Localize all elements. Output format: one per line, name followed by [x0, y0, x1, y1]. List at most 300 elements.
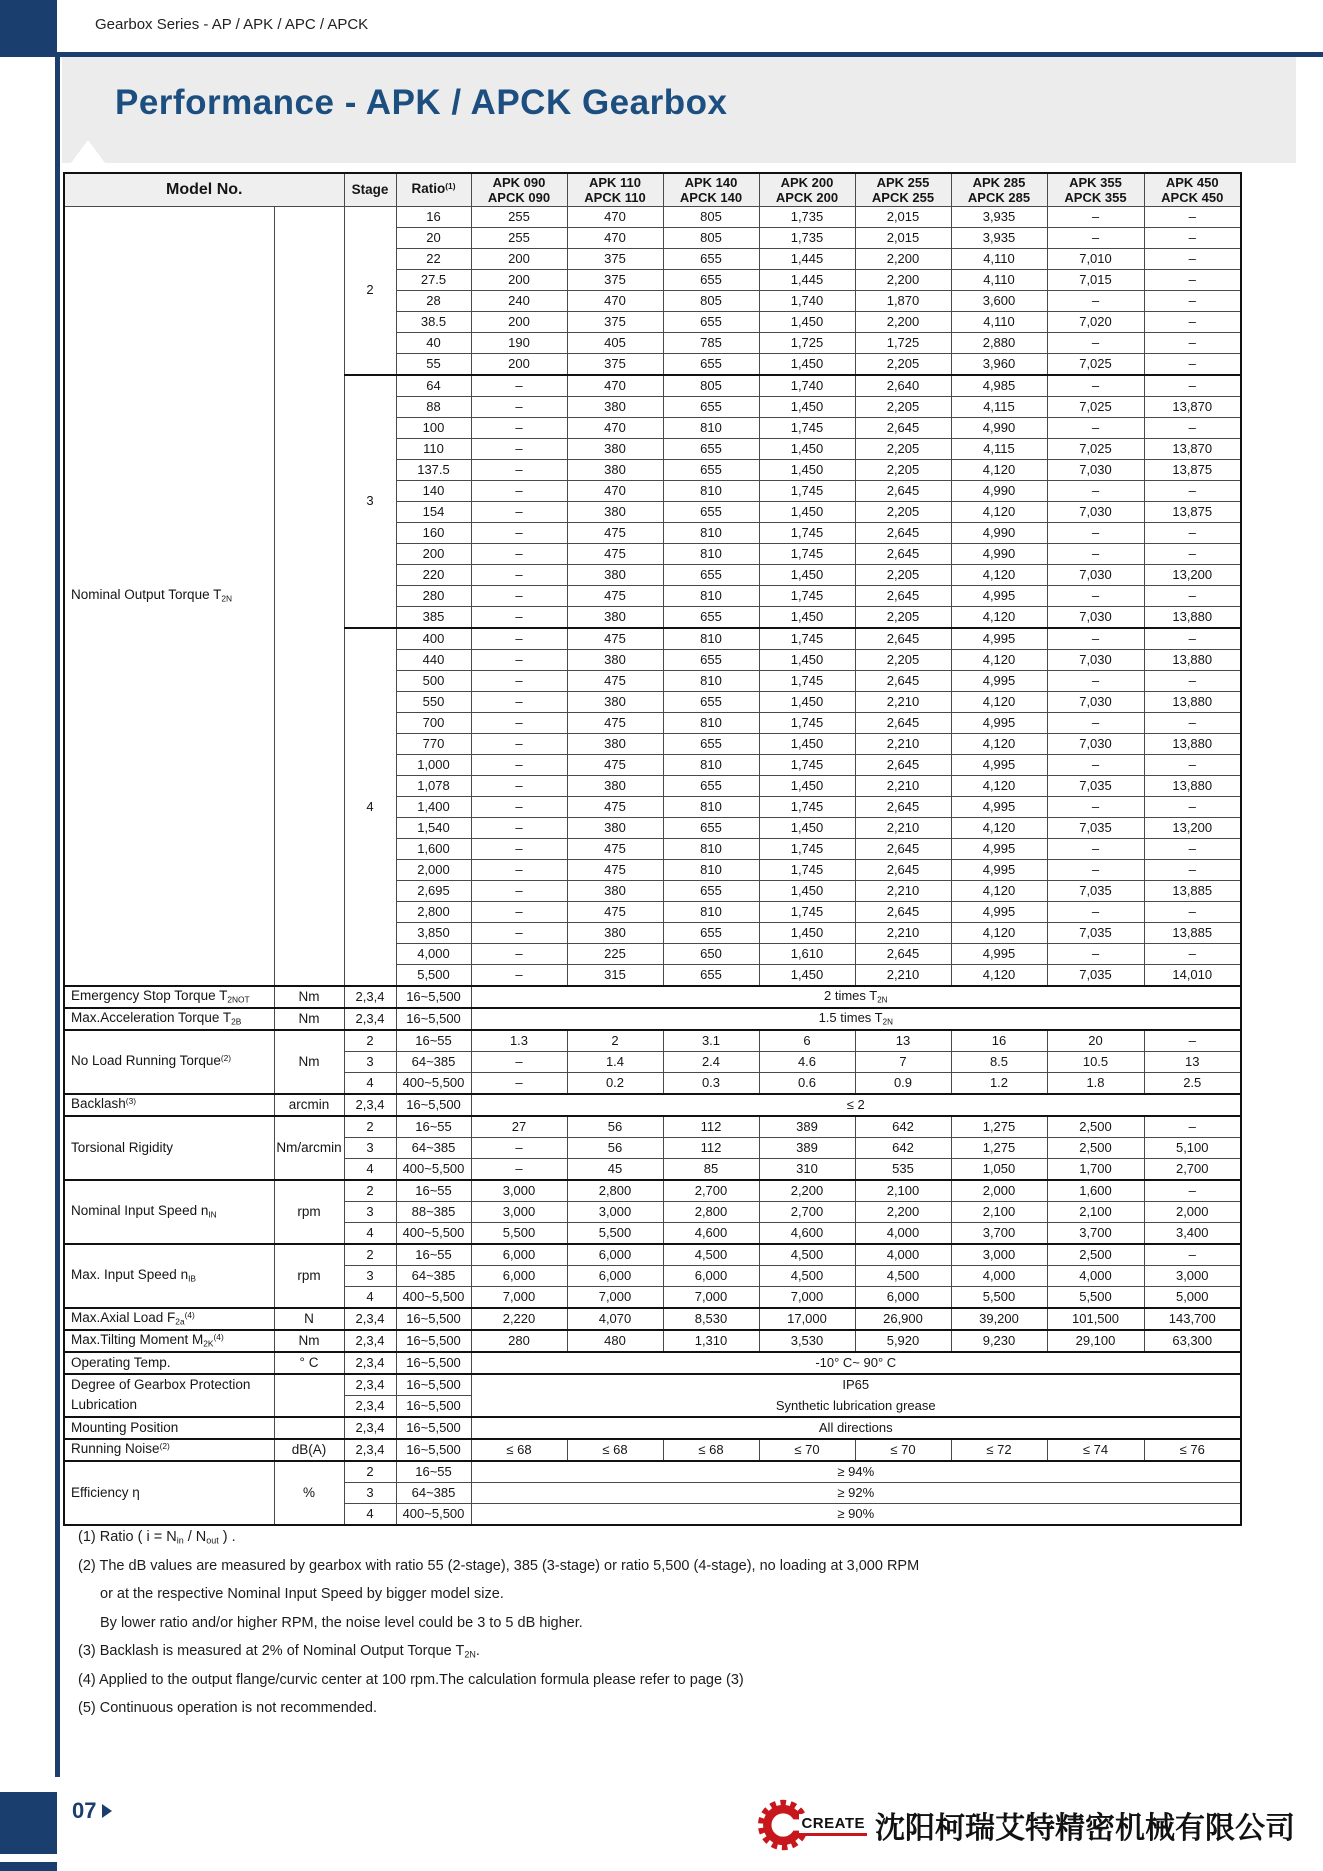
value-cell: –: [471, 776, 567, 797]
unit-cell: Nm: [274, 1330, 344, 1352]
value-cell: –: [471, 523, 567, 544]
value-cell: 535: [855, 1159, 951, 1181]
value-cell: ≤ 68: [663, 1439, 759, 1461]
value-cell: 1,050: [951, 1159, 1047, 1181]
span-value-cell: IP65: [471, 1374, 1241, 1396]
ratio-cell: 16: [396, 207, 471, 228]
value-cell: 380: [567, 397, 663, 418]
value-cell: 2,100: [951, 1202, 1047, 1223]
page-number-text: 07: [72, 1798, 97, 1823]
value-cell: –: [1144, 1030, 1241, 1052]
value-cell: 2,200: [855, 270, 951, 291]
value-cell: 2,800: [663, 1202, 759, 1223]
unit-cell: Nm: [274, 1008, 344, 1030]
value-cell: 6: [759, 1030, 855, 1052]
value-cell: 2.5: [1144, 1073, 1241, 1095]
unit-cell: [274, 1374, 344, 1396]
unit-cell: rpm: [274, 1244, 344, 1308]
footnote-line: or at the respective Nominal Input Speed by bigger model size.: [100, 1586, 504, 1603]
ratio-cell: 64~385: [396, 1138, 471, 1159]
stage-cell: 2,3,4: [344, 1374, 396, 1396]
value-cell: –: [1144, 755, 1241, 776]
ratio-cell: 16~55: [396, 1461, 471, 1483]
value-cell: 4,985: [951, 375, 1047, 397]
value-cell: 1,445: [759, 270, 855, 291]
ratio-cell: 550: [396, 692, 471, 713]
value-cell: 4.6: [759, 1052, 855, 1073]
operating-temp-row: [64, 1352, 1241, 1374]
value-cell: –: [1047, 291, 1144, 312]
value-cell: 2,205: [855, 607, 951, 629]
value-cell: –: [1144, 797, 1241, 818]
value-cell: –: [471, 481, 567, 502]
company-name: 沈阳柯瑞艾特精密机械有限公司: [875, 1812, 1295, 1845]
value-cell: 2,500: [1047, 1244, 1144, 1266]
value-cell: –: [1047, 944, 1144, 965]
value-cell: 7,030: [1047, 650, 1144, 671]
value-cell: 0.3: [663, 1073, 759, 1095]
value-cell: 56: [567, 1116, 663, 1138]
value-cell: 2,645: [855, 839, 951, 860]
unit-cell: [274, 207, 344, 987]
value-cell: 4,000: [951, 1266, 1047, 1287]
model-column-header: APK 285 APCK 285: [951, 173, 1047, 207]
footnote-line: By lower ratio and/or higher RPM, the noise level could be 3 to 5 dB higher.: [100, 1614, 583, 1631]
value-cell: 13,870: [1144, 439, 1241, 460]
value-cell: –: [471, 671, 567, 692]
value-cell: 200: [471, 270, 567, 291]
value-cell: 2,205: [855, 502, 951, 523]
value-cell: 1.8: [1047, 1073, 1144, 1095]
value-cell: 5,100: [1144, 1138, 1241, 1159]
ratio-cell: 2,695: [396, 881, 471, 902]
value-cell: 1,450: [759, 818, 855, 839]
model-column-header: APK 255 APCK 255: [855, 173, 951, 207]
ratio-cell: 160: [396, 523, 471, 544]
max-input-speed-label: Max. Input Speed $n_{IB}$: [64, 1244, 274, 1308]
value-cell: 1.2: [951, 1073, 1047, 1095]
ratio-cell: 385: [396, 607, 471, 629]
value-cell: 13,875: [1144, 502, 1241, 523]
value-cell: –: [1144, 523, 1241, 544]
stage-cell: 2: [344, 1244, 396, 1266]
unit-cell: %: [274, 1461, 344, 1525]
value-cell: 7,035: [1047, 881, 1144, 902]
value-cell: 1,450: [759, 965, 855, 987]
value-cell: 3,935: [951, 207, 1047, 228]
value-cell: 3,530: [759, 1330, 855, 1352]
value-cell: –: [471, 881, 567, 902]
max-tilting-moment-label: Max.Tilting Moment $M_{2K}^{(4)}$: [64, 1330, 274, 1352]
stage-cell: 3: [344, 375, 396, 628]
value-cell: 5,920: [855, 1330, 951, 1352]
max-acceleration-torque-label: Max.Acceleration Torque $T_{2B}$: [64, 1008, 274, 1030]
ratio-cell: 1,600: [396, 839, 471, 860]
value-cell: –: [1047, 544, 1144, 565]
value-cell: 655: [663, 397, 759, 418]
value-cell: 7,030: [1047, 607, 1144, 629]
value-cell: 2,645: [855, 418, 951, 439]
value-cell: –: [471, 944, 567, 965]
ratio-cell: 3,850: [396, 923, 471, 944]
value-cell: 3,000: [567, 1202, 663, 1223]
value-cell: 3,400: [1144, 1223, 1241, 1245]
value-cell: 3.1: [663, 1030, 759, 1052]
value-cell: –: [1047, 333, 1144, 354]
value-cell: 1,870: [855, 291, 951, 312]
value-cell: 1,450: [759, 734, 855, 755]
value-cell: 380: [567, 776, 663, 797]
value-cell: –: [471, 628, 567, 650]
efficiency-row: [64, 1461, 1241, 1483]
span-value-cell: ≥ 90%: [471, 1504, 1241, 1526]
value-cell: 85: [663, 1159, 759, 1181]
max-input-speed-row: [64, 1244, 1241, 1266]
value-cell: –: [1047, 713, 1144, 734]
value-cell: 655: [663, 818, 759, 839]
value-cell: 389: [759, 1138, 855, 1159]
value-cell: 2,700: [1144, 1159, 1241, 1181]
value-cell: 9,230: [951, 1330, 1047, 1352]
no-load-running-torque-row: [64, 1030, 1241, 1052]
page-title: Performance - APK / APCK Gearbox: [115, 83, 728, 122]
value-cell: –: [1047, 207, 1144, 228]
ratio-cell: 16~5,500: [396, 1374, 471, 1396]
value-cell: 1,745: [759, 902, 855, 923]
value-cell: 2,200: [855, 1202, 951, 1223]
footnote-line: (3) Backlash is measured at 2% of Nominal Output Torque $T_{2N}$.: [78, 1643, 480, 1660]
value-cell: –: [471, 818, 567, 839]
ratio-cell: 55: [396, 354, 471, 376]
value-cell: 470: [567, 418, 663, 439]
value-cell: 380: [567, 502, 663, 523]
value-cell: 655: [663, 776, 759, 797]
ratio-cell: 2,000: [396, 860, 471, 881]
value-cell: 7,000: [759, 1287, 855, 1309]
value-cell: 39,200: [951, 1308, 1047, 1330]
value-cell: 2,645: [855, 860, 951, 881]
model-column-header: APK 090 APCK 090: [471, 173, 567, 207]
ratio-cell: 5,500: [396, 965, 471, 987]
value-cell: 112: [663, 1138, 759, 1159]
value-cell: 2,645: [855, 755, 951, 776]
value-cell: 13,200: [1144, 818, 1241, 839]
value-cell: –: [1144, 333, 1241, 354]
value-cell: 655: [663, 460, 759, 481]
value-cell: 380: [567, 650, 663, 671]
running-noise-row: [64, 1439, 1241, 1461]
ratio-cell: 16~55: [396, 1180, 471, 1202]
value-cell: 2,015: [855, 228, 951, 249]
value-cell: 3,000: [471, 1202, 567, 1223]
torsional-rigidity-label: Torsional Rigidity: [64, 1116, 274, 1180]
value-cell: 255: [471, 207, 567, 228]
value-cell: 1,745: [759, 544, 855, 565]
ratio-cell: 400~5,500: [396, 1223, 471, 1245]
value-cell: ≤ 70: [855, 1439, 951, 1461]
value-cell: 5,500: [1047, 1287, 1144, 1309]
value-cell: 380: [567, 607, 663, 629]
value-cell: 1,735: [759, 207, 855, 228]
value-cell: 7,020: [1047, 312, 1144, 333]
ratio-cell: 16~5,500: [396, 1330, 471, 1352]
stage-cell: 3: [344, 1483, 396, 1504]
value-cell: 810: [663, 671, 759, 692]
ratio-cell: 22: [396, 249, 471, 270]
value-cell: 2,645: [855, 671, 951, 692]
value-cell: 13,885: [1144, 881, 1241, 902]
value-cell: 6,000: [471, 1266, 567, 1287]
value-cell: 470: [567, 207, 663, 228]
value-cell: 2,645: [855, 797, 951, 818]
value-cell: 1,725: [855, 333, 951, 354]
value-cell: 810: [663, 797, 759, 818]
value-cell: 2,645: [855, 713, 951, 734]
value-cell: 255: [471, 228, 567, 249]
value-cell: 1,450: [759, 650, 855, 671]
value-cell: –: [1144, 481, 1241, 502]
stage-cell: 2: [344, 207, 396, 376]
value-cell: 655: [663, 439, 759, 460]
value-cell: 1,745: [759, 523, 855, 544]
value-cell: 4,995: [951, 902, 1047, 923]
value-cell: 810: [663, 839, 759, 860]
ratio-cell: 27.5: [396, 270, 471, 291]
value-cell: 4,990: [951, 544, 1047, 565]
value-cell: 655: [663, 692, 759, 713]
footer-accent-block: [0, 1792, 57, 1854]
value-cell: 2,100: [855, 1180, 951, 1202]
ratio-cell: 16~55: [396, 1030, 471, 1052]
value-cell: 2,500: [1047, 1138, 1144, 1159]
value-cell: 4,600: [663, 1223, 759, 1245]
value-cell: –: [471, 860, 567, 881]
value-cell: –: [1144, 1244, 1241, 1266]
value-cell: 20: [1047, 1030, 1144, 1052]
span-value-cell: ≥ 92%: [471, 1483, 1241, 1504]
title-notch: [71, 140, 105, 163]
value-cell: 4,120: [951, 607, 1047, 629]
value-cell: –: [1047, 860, 1144, 881]
value-cell: 27: [471, 1116, 567, 1138]
value-cell: –: [1144, 375, 1241, 397]
value-cell: 7,035: [1047, 923, 1144, 944]
value-cell: 4,120: [951, 650, 1047, 671]
value-cell: –: [471, 1159, 567, 1181]
value-cell: 4,120: [951, 776, 1047, 797]
value-cell: 2,210: [855, 965, 951, 987]
value-cell: 13,880: [1144, 692, 1241, 713]
value-cell: 26,900: [855, 1308, 951, 1330]
value-cell: –: [471, 460, 567, 481]
ratio-cell: 16~5,500: [396, 1094, 471, 1116]
value-cell: 475: [567, 839, 663, 860]
value-cell: ≤ 68: [567, 1439, 663, 1461]
value-cell: 1,310: [663, 1330, 759, 1352]
stage-cell: 2,3,4: [344, 1439, 396, 1461]
value-cell: 1,610: [759, 944, 855, 965]
value-cell: –: [1047, 671, 1144, 692]
value-cell: 13,880: [1144, 607, 1241, 629]
value-cell: ≤ 76: [1144, 1439, 1241, 1461]
ratio-cell: 400~5,500: [396, 1159, 471, 1181]
value-cell: 2,645: [855, 481, 951, 502]
value-cell: 6,000: [663, 1266, 759, 1287]
value-cell: ≤ 70: [759, 1439, 855, 1461]
ratio-cell: 110: [396, 439, 471, 460]
value-cell: 2,645: [855, 902, 951, 923]
value-cell: 380: [567, 734, 663, 755]
value-cell: 1,275: [951, 1138, 1047, 1159]
stage-cell: 4: [344, 1223, 396, 1245]
unit-cell: ° C: [274, 1352, 344, 1374]
value-cell: 16: [951, 1030, 1047, 1052]
corner-accent-block: [0, 0, 57, 52]
value-cell: 655: [663, 734, 759, 755]
value-cell: –: [1144, 270, 1241, 291]
stage-cell: 2,3,4: [344, 1008, 396, 1030]
ratio-cell: 400: [396, 628, 471, 650]
footer-accent-strip: [0, 1862, 57, 1871]
stage-cell: 3: [344, 1052, 396, 1073]
ratio-cell: 137.5: [396, 460, 471, 481]
efficiency-label: Efficiency η: [64, 1461, 274, 1525]
value-cell: 375: [567, 312, 663, 333]
value-cell: 3,960: [951, 354, 1047, 376]
max-axial-load-row: [64, 1308, 1241, 1330]
value-cell: 7,030: [1047, 734, 1144, 755]
ratio-cell: 88~385: [396, 1202, 471, 1223]
value-cell: 4,995: [951, 839, 1047, 860]
breadcrumb: Gearbox Series - AP / APK / APC / APCK: [95, 16, 369, 33]
value-cell: 810: [663, 755, 759, 776]
value-cell: 4,120: [951, 881, 1047, 902]
value-cell: 4,000: [1047, 1266, 1144, 1287]
value-cell: 4,995: [951, 628, 1047, 650]
value-cell: 1,745: [759, 628, 855, 650]
value-cell: 63,300: [1144, 1330, 1241, 1352]
value-cell: 650: [663, 944, 759, 965]
value-cell: 642: [855, 1138, 951, 1159]
value-cell: 4,000: [855, 1223, 951, 1245]
stage-cell: 2,3,4: [344, 1352, 396, 1374]
value-cell: 2,210: [855, 734, 951, 755]
value-cell: 475: [567, 544, 663, 565]
value-cell: 4,120: [951, 818, 1047, 839]
value-cell: 315: [567, 965, 663, 987]
stage-cell: 2,3,4: [344, 1330, 396, 1352]
stage-cell: 2,3,4: [344, 1094, 396, 1116]
ratio-cell: 400~5,500: [396, 1504, 471, 1526]
value-cell: 380: [567, 565, 663, 586]
ratio-cell: 4,000: [396, 944, 471, 965]
value-cell: 0.2: [567, 1073, 663, 1095]
value-cell: 4,110: [951, 312, 1047, 333]
value-cell: –: [1144, 902, 1241, 923]
value-cell: 785: [663, 333, 759, 354]
model-no-header: Model No.: [64, 173, 344, 207]
stage-cell: 2,3,4: [344, 986, 396, 1008]
value-cell: –: [471, 713, 567, 734]
value-cell: 2.4: [663, 1052, 759, 1073]
value-cell: 7,035: [1047, 965, 1144, 987]
ratio-cell: 20: [396, 228, 471, 249]
value-cell: 2,700: [759, 1202, 855, 1223]
value-cell: 2,210: [855, 923, 951, 944]
model-column-header: APK 140 APCK 140: [663, 173, 759, 207]
value-cell: 4,000: [855, 1244, 951, 1266]
value-cell: 2,500: [1047, 1116, 1144, 1138]
ratio-cell: 440: [396, 650, 471, 671]
value-cell: 2,700: [663, 1180, 759, 1202]
nominal-input-speed-label: Nominal Input Speed $n_{IN}$: [64, 1180, 274, 1244]
value-cell: 4,500: [663, 1244, 759, 1266]
value-cell: 1,740: [759, 291, 855, 312]
value-cell: 4,500: [759, 1266, 855, 1287]
value-cell: 655: [663, 650, 759, 671]
value-cell: –: [1144, 860, 1241, 881]
value-cell: –: [1047, 481, 1144, 502]
value-cell: 112: [663, 1116, 759, 1138]
value-cell: 810: [663, 902, 759, 923]
value-cell: –: [1047, 228, 1144, 249]
value-cell: 29,100: [1047, 1330, 1144, 1352]
value-cell: 143,700: [1144, 1308, 1241, 1330]
value-cell: 8,530: [663, 1308, 759, 1330]
ratio-cell: 16~55: [396, 1116, 471, 1138]
value-cell: –: [471, 502, 567, 523]
value-cell: 2,210: [855, 692, 951, 713]
value-cell: 1,450: [759, 881, 855, 902]
value-cell: –: [1047, 797, 1144, 818]
value-cell: –: [1144, 839, 1241, 860]
value-cell: –: [1144, 249, 1241, 270]
nominal-output-torque-label: Nominal Output Torque $T_{2N}$: [64, 207, 274, 987]
value-cell: 2,645: [855, 523, 951, 544]
value-cell: 655: [663, 923, 759, 944]
value-cell: 805: [663, 228, 759, 249]
value-cell: –: [471, 1052, 567, 1073]
value-cell: 4,120: [951, 734, 1047, 755]
value-cell: 2,220: [471, 1308, 567, 1330]
value-cell: 7,030: [1047, 460, 1144, 481]
value-cell: 7,030: [1047, 565, 1144, 586]
value-cell: –: [471, 544, 567, 565]
value-cell: 2,880: [951, 333, 1047, 354]
value-cell: 1,450: [759, 502, 855, 523]
protection-lubrication-row: [64, 1396, 1241, 1418]
value-cell: 475: [567, 902, 663, 923]
value-cell: –: [471, 965, 567, 987]
value-cell: 13: [855, 1030, 951, 1052]
ratio-cell: 280: [396, 586, 471, 607]
ratio-cell: 1,078: [396, 776, 471, 797]
value-cell: 4,120: [951, 692, 1047, 713]
value-cell: –: [1047, 902, 1144, 923]
ratio-cell: 16~55: [396, 1244, 471, 1266]
value-cell: 7,010: [1047, 249, 1144, 270]
value-cell: –: [1144, 671, 1241, 692]
stage-cell: 2: [344, 1030, 396, 1052]
value-cell: –: [1047, 418, 1144, 439]
value-cell: 2,210: [855, 776, 951, 797]
stage-cell: 3: [344, 1138, 396, 1159]
value-cell: 1,450: [759, 397, 855, 418]
value-cell: 1,445: [759, 249, 855, 270]
value-cell: 3,935: [951, 228, 1047, 249]
value-cell: 4,995: [951, 713, 1047, 734]
value-cell: 1,725: [759, 333, 855, 354]
